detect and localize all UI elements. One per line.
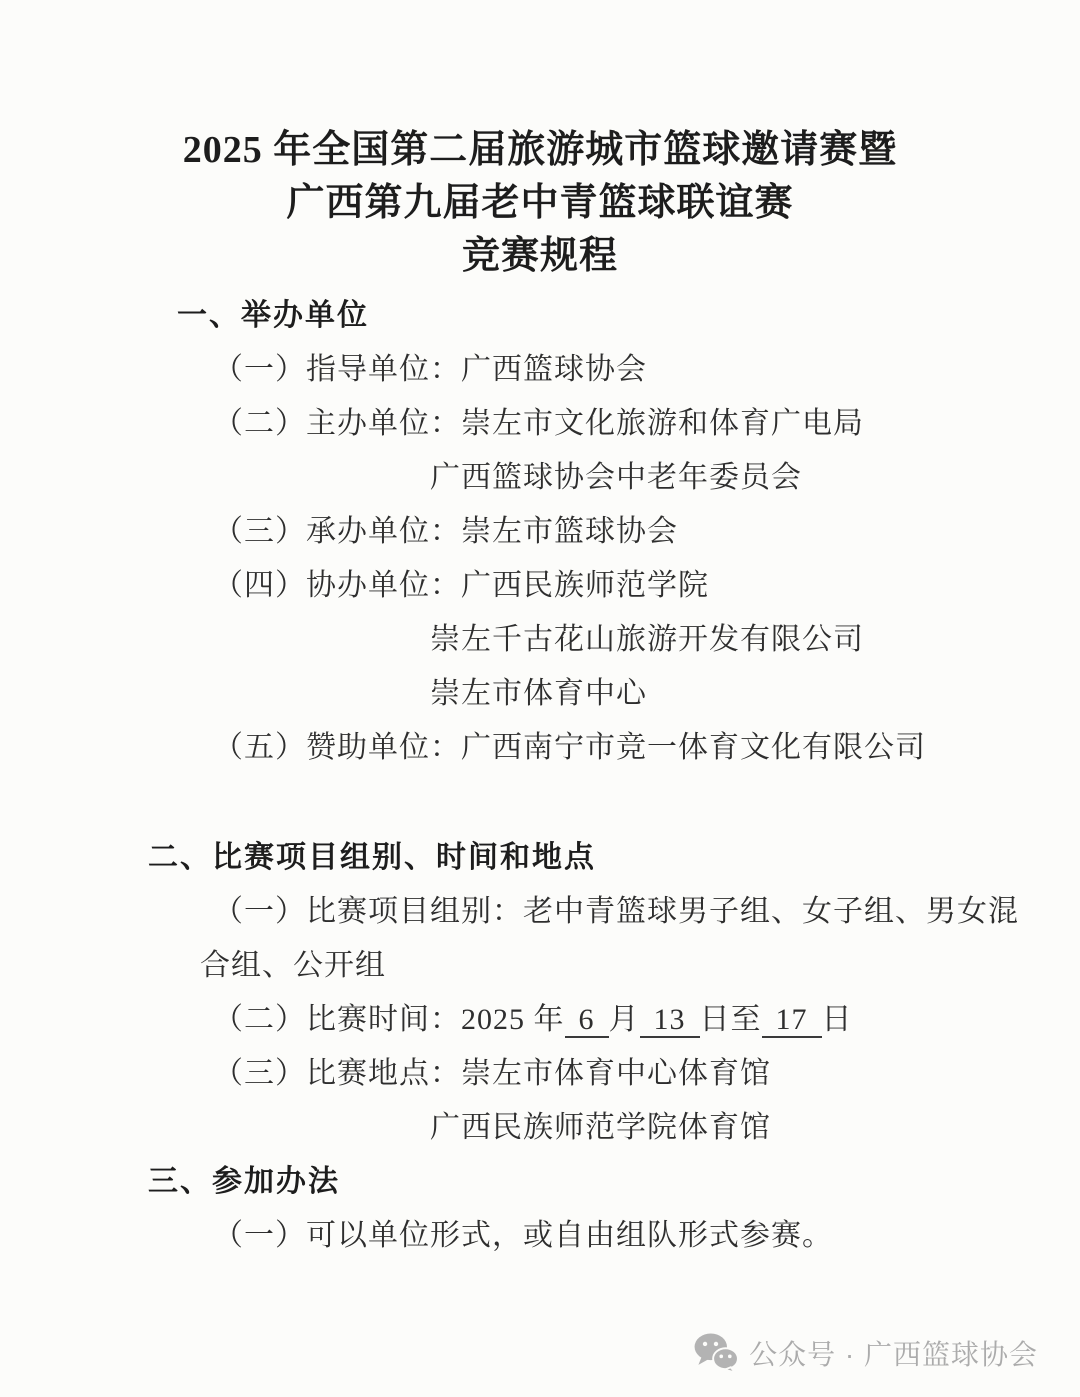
section-1-item-5: （五）赞助单位：广西南宁市竞一体育文化有限公司 xyxy=(213,731,926,764)
section-2-heading: 二、比赛项目组别、时间和地点 xyxy=(148,841,596,874)
section-2-item-2-date-line xyxy=(0,993,1080,1047)
wechat-watermark xyxy=(693,1333,1038,1373)
section-spacer xyxy=(0,775,1080,831)
date-separator-to: 日至 xyxy=(699,1003,762,1036)
date-prefix: （二）比赛时间：2025 年 xyxy=(213,1003,565,1036)
title-line-3: 竞赛规程 xyxy=(461,235,618,277)
section-1-item-4-continuation-1: 崇左千古花山旅游开发有限公司 xyxy=(430,623,864,656)
section-1-item-4: （四）协办单位：广西民族师范学院 xyxy=(213,569,709,602)
date-separator-month: 月 xyxy=(608,1003,640,1036)
section-1-item-4-continuation-2: 崇左市体育中心 xyxy=(430,677,647,710)
document-body xyxy=(0,289,1080,1263)
wechat-icon xyxy=(693,1333,739,1373)
date-blank-day-end: 17 xyxy=(762,1003,822,1038)
section-1-item-3: （三）承办单位：崇左市篮球协会 xyxy=(213,515,678,548)
title-line-1: 2025 年全国第二届旅游城市篮球邀请赛暨 xyxy=(182,129,898,171)
section-3-item-1: （一）可以单位形式，或自由组队形式参赛。 xyxy=(213,1219,833,1252)
title-line-2: 广西第九届老中青篮球联谊赛 xyxy=(286,182,794,224)
date-blank-month: 6 xyxy=(565,1003,609,1038)
section-3-heading: 三、参加办法 xyxy=(148,1165,340,1198)
section-1-heading: 一、举办单位 xyxy=(177,299,369,332)
date-blank-day-start: 13 xyxy=(640,1003,700,1038)
section-2-item-1: （一）比赛项目组别：老中青篮球男子组、女子组、男女混 xyxy=(213,895,1019,928)
section-1-item-2-continuation: 广西篮球协会中老年委员会 xyxy=(430,461,802,494)
section-2-item-3-continuation: 广西民族师范学院体育馆 xyxy=(430,1111,771,1144)
wechat-watermark-label: 公众号 · 广西篮球协会 xyxy=(749,1339,1038,1370)
section-2-item-1-continuation: 合组、公开组 xyxy=(200,949,386,982)
section-1-item-2: （二）主办单位：崇左市文化旅游和体育广电局 xyxy=(213,407,864,440)
section-1-item-1: （一）指导单位：广西篮球协会 xyxy=(213,353,647,386)
document-title xyxy=(0,0,1080,283)
section-2-item-3: （三）比赛地点：崇左市体育中心体育馆 xyxy=(213,1057,771,1090)
date-suffix: 日 xyxy=(821,1003,853,1036)
